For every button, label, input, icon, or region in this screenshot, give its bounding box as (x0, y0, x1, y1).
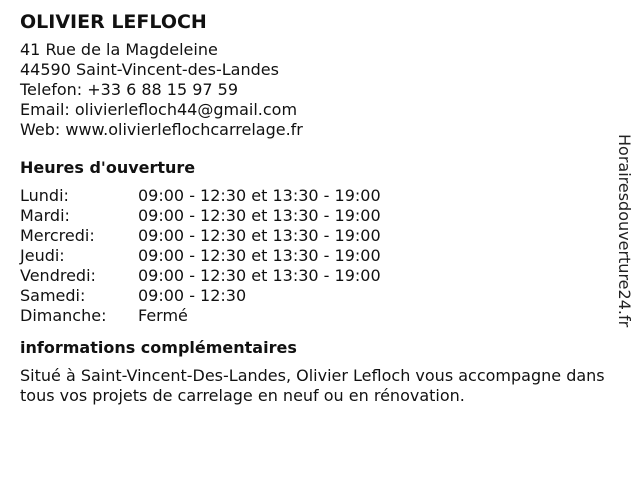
business-name: OLIVIER LEFLOCH (20, 11, 207, 33)
time-range: 09:00 - 12:30 et 13:30 - 19:00 (138, 206, 381, 225)
day-label: Vendredi: (20, 266, 96, 285)
info-title: informations complémentaires (20, 338, 297, 357)
hours-row-sunday (20, 306, 610, 326)
address-street: 41 Rue de la Magdeleine (20, 40, 218, 59)
email-address: Email: olivierlefloch44@gmail.com (20, 100, 298, 119)
time-range: 09:00 - 12:30 et 13:30 - 19:00 (138, 246, 381, 265)
time-range: 09:00 - 12:30 et 13:30 - 19:00 (138, 186, 381, 205)
hours-title: Heures d'ouverture (20, 158, 196, 177)
hours-row-thursday (20, 246, 610, 266)
day-label: Jeudi: (20, 246, 65, 265)
time-range: 09:00 - 12:30 (138, 286, 247, 305)
day-label: Mercredi: (20, 226, 95, 245)
day-label: Mardi: (20, 206, 70, 225)
time-range: Fermé (138, 306, 188, 325)
info-description: Situé à Saint-Vincent-Des-Landes, Olivier Lefloch vous accompagne dans tous vos projets de carrelage en neuf ou en rénovation. (20, 366, 605, 405)
day-label: Dimanche: (20, 306, 107, 325)
day-label: Samedi: (20, 286, 86, 305)
site-watermark: Horairesdouverture24.fr (615, 134, 634, 328)
business-card (20, 10, 610, 406)
hours-row-friday (20, 266, 610, 286)
hours-row-tuesday (20, 206, 610, 226)
day-label: Lundi: (20, 186, 69, 205)
hours-row-monday (20, 186, 610, 206)
time-range: 09:00 - 12:30 et 13:30 - 19:00 (138, 226, 381, 245)
phone-number: Telefon: +33 6 88 15 97 59 (20, 80, 239, 99)
hours-row-wednesday (20, 226, 610, 246)
hours-row-saturday (20, 286, 610, 306)
address-city: 44590 Saint-Vincent-des-Landes (20, 60, 279, 79)
time-range: 09:00 - 12:30 et 13:30 - 19:00 (138, 266, 381, 285)
hours-table (20, 186, 610, 326)
website-address: Web: www.olivierleflochcarrelage.fr (20, 120, 303, 139)
